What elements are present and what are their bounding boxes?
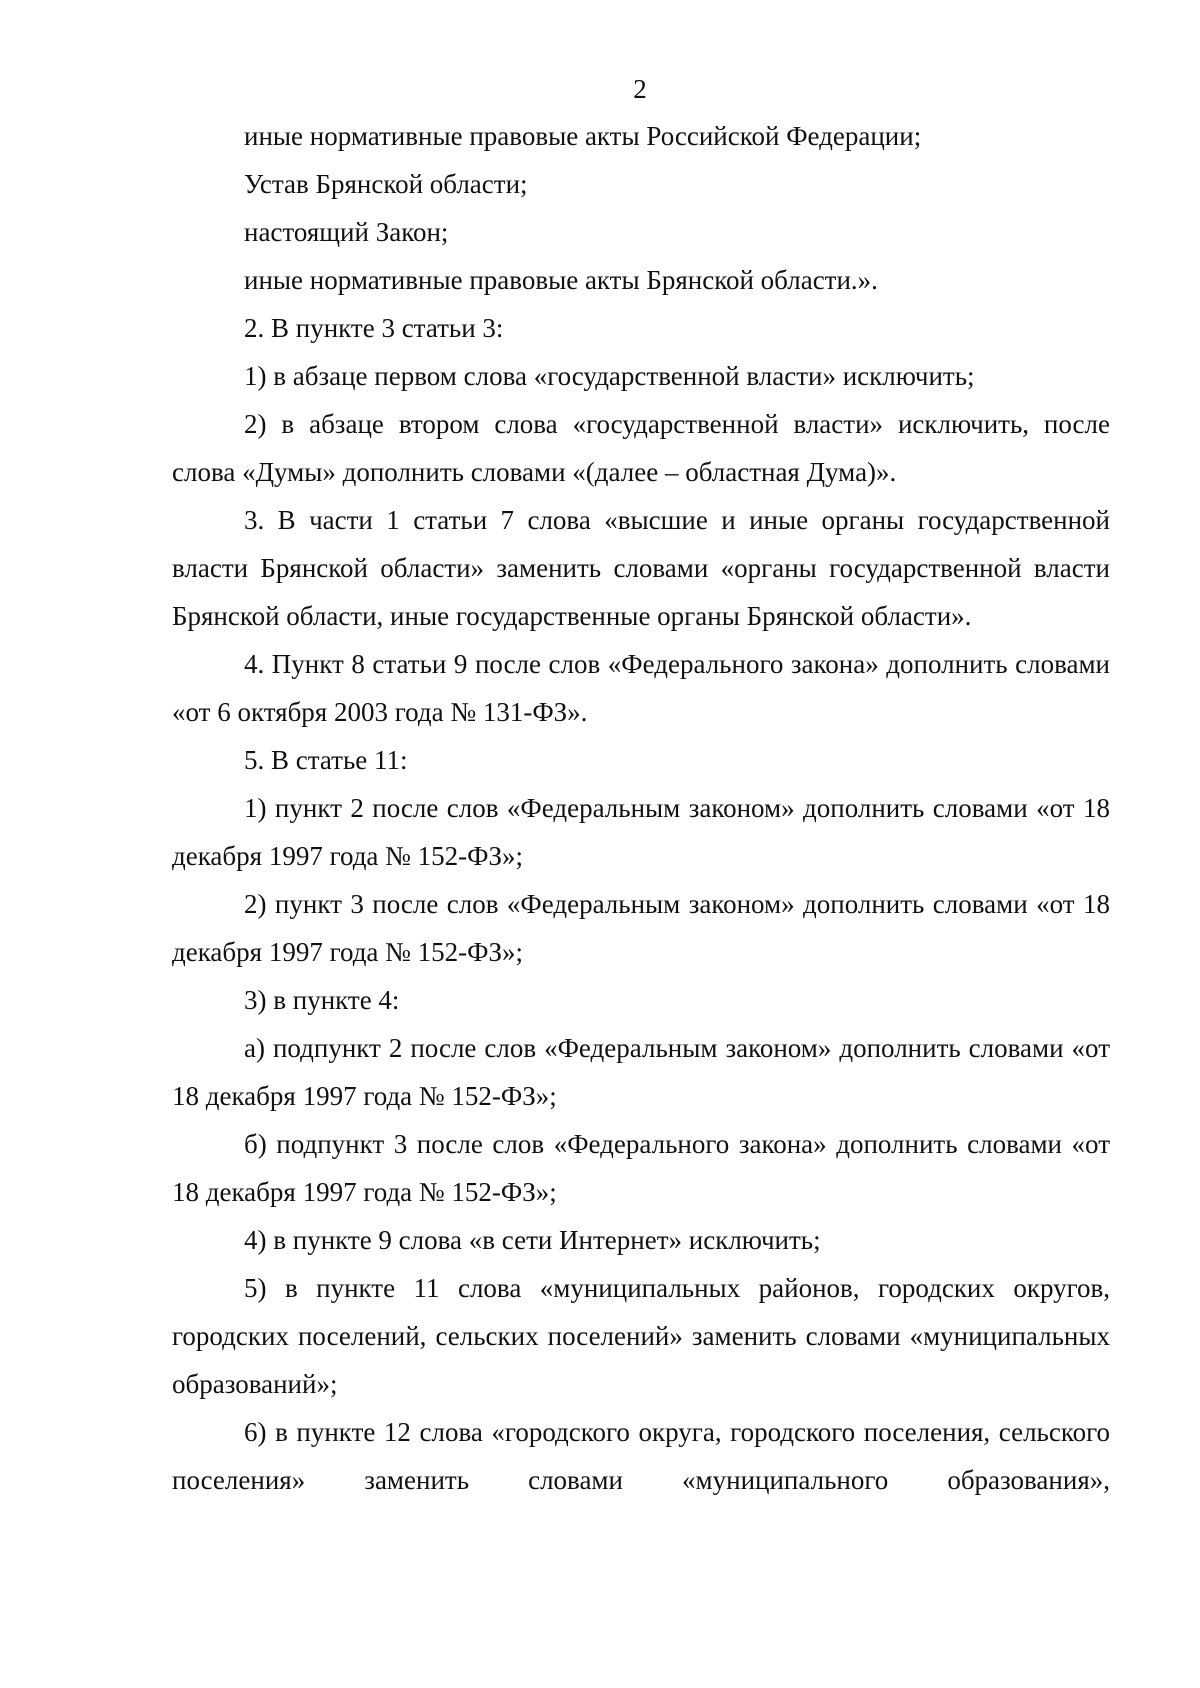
paragraph-16: 4) в пункте 9 слова «в сети Интернет» исключить;	[244, 1225, 821, 1255]
paragraph-14: а) подпункт 2 после слов «Федеральным законом» дополнить словами «от 18 декабря 1997 года № 152-ФЗ»;	[172, 1033, 1110, 1111]
paragraph-3: настоящий Закон;	[244, 217, 449, 247]
paragraph-8: 3. В части 1 статьи 7 слова «высшие и иные органы государственной власти Брянской области» заменить словами «органы государственной власти Брянской области, иные государственные органы Брянской области».	[172, 505, 1110, 631]
paragraph-12: 2) пункт 3 после слов «Федеральным законом» дополнить словами «от 18 декабря 1997 года № 152-ФЗ»;	[172, 889, 1110, 967]
page-number: 2	[633, 74, 647, 104]
paragraph-17: 5) в пункте 11 слова «муниципальных районов, городских округов, городских поселений, сельских поселений» заменить словами «муниципальных образований»;	[172, 1273, 1110, 1399]
paragraph-10: 5. В статье 11:	[244, 745, 408, 775]
paragraph-1: иные нормативные правовые акты Российской Федерации;	[244, 121, 922, 151]
paragraph-13: 3) в пункте 4:	[244, 985, 400, 1015]
paragraph-18: 6) в пункте 12 слова «городского округа, городского поселения, сельского поселения» заменить словами «муниципального образования»,	[172, 1417, 1110, 1495]
paragraph-5: 2. В пункте 3 статьи 3:	[244, 313, 504, 343]
paragraph-11: 1) пункт 2 после слов «Федеральным законом» дополнить словами «от 18 декабря 1997 года № 152-ФЗ»;	[172, 793, 1110, 871]
paragraph-6: 1) в абзаце первом слова «государственной власти» исключить;	[244, 361, 975, 391]
paragraph-7: 2) в абзаце втором слова «государственной власти» исключить, после слова «Думы» дополнить словами «(далее – областная Дума)».	[172, 409, 1110, 487]
document-body	[172, 112, 1110, 1504]
paragraph-2: Устав Брянской области;	[244, 169, 528, 199]
paragraph-9: 4. Пункт 8 статьи 9 после слов «Федерального закона» дополнить словами «от 6 октября 2003 года № 131-ФЗ».	[172, 649, 1110, 727]
paragraph-4: иные нормативные правовые акты Брянской области.».	[244, 265, 878, 295]
paragraph-15: б) подпункт 3 после слов «Федерального закона» дополнить словами «от 18 декабря 1997 года № 152-ФЗ»;	[172, 1129, 1110, 1207]
